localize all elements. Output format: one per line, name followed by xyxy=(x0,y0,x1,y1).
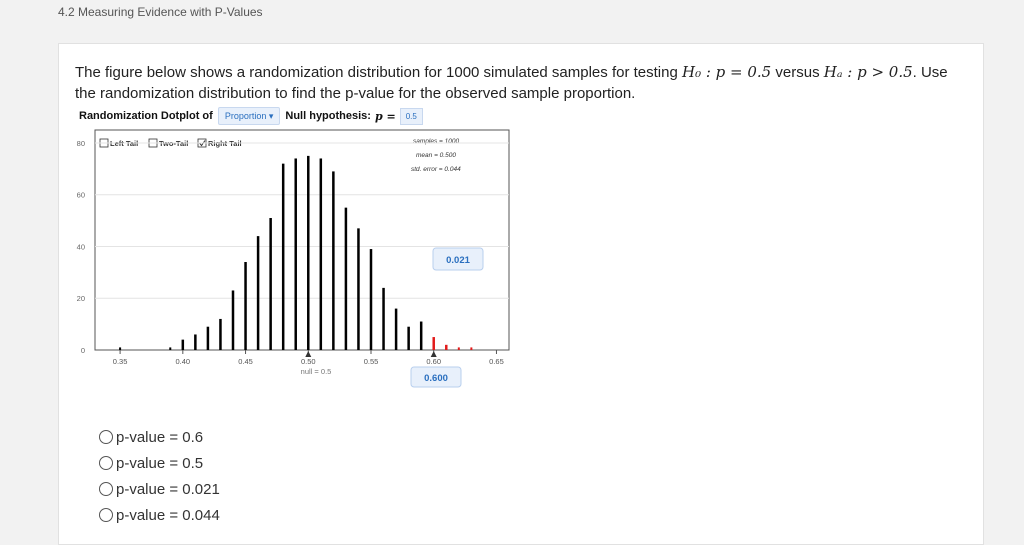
mean-stat: mean = 0.500 xyxy=(416,152,456,159)
x-tick-label: 0.60 xyxy=(426,357,442,366)
question-line2: the randomization distribution to find the p-value for the observed sample proportion. xyxy=(75,85,636,102)
cutoff-value-text: 0.600 xyxy=(424,373,448,384)
cutoff-value-box[interactable] xyxy=(411,367,461,387)
answer-label: p-value = 0.6 xyxy=(116,428,204,446)
null-hypothesis-label: Null hypothesis: xyxy=(285,110,371,122)
two-tail-label: Two-Tail xyxy=(159,139,189,148)
question-line1-pre: The figure below shows a randomization distribution for 1000 simulated samples for testing xyxy=(75,64,678,81)
question-card xyxy=(58,43,984,545)
two-tail-checkbox[interactable] xyxy=(149,139,188,148)
null-value-input[interactable]: 0.5 xyxy=(400,108,423,125)
dot-column xyxy=(169,347,171,350)
chevron-down-icon: ▾ xyxy=(268,111,274,121)
answer-option-3[interactable] xyxy=(99,476,220,502)
dot-column xyxy=(370,249,373,350)
dot-column xyxy=(294,158,297,350)
dot-column xyxy=(345,208,348,350)
dot-column xyxy=(244,262,247,350)
samples-stat: samples = 1000 xyxy=(413,138,460,145)
radio-button[interactable] xyxy=(99,456,113,470)
left-tail-checkbox[interactable] xyxy=(100,139,138,148)
dot-column xyxy=(307,156,310,350)
y-tick-label: 0 xyxy=(80,346,85,355)
std-error-stat: std. error = 0.044 xyxy=(411,166,461,173)
dotplot-chart xyxy=(73,128,513,388)
x-tick-label: 0.40 xyxy=(175,357,191,366)
answer-options xyxy=(99,424,220,528)
dot-column xyxy=(257,236,260,350)
variable-dropdown-label: Proportion xyxy=(224,111,267,121)
answer-option-1[interactable] xyxy=(99,424,220,450)
dot-column xyxy=(420,322,423,350)
y-tick-label: 60 xyxy=(76,190,85,200)
dot-column xyxy=(232,290,235,350)
dot-column xyxy=(182,340,185,350)
answer-label: p-value = 0.5 xyxy=(116,454,204,472)
dot-column xyxy=(357,228,360,350)
variable-dropdown[interactable] xyxy=(218,107,281,125)
dotplot-title: Randomization Dotplot of xyxy=(79,110,213,122)
y-tick-label: 20 xyxy=(76,294,85,304)
y-tick-label: 80 xyxy=(76,138,85,148)
left-tail-label: Left Tail xyxy=(110,139,139,148)
answer-option-4[interactable] xyxy=(99,502,220,528)
right-tail-label: Right Tail xyxy=(208,139,242,148)
null-marker-icon xyxy=(305,351,311,357)
radio-button[interactable] xyxy=(99,430,113,444)
radio-button[interactable] xyxy=(99,482,113,496)
dotplot-container xyxy=(73,128,513,388)
question-line1-post: . Use xyxy=(912,64,948,81)
answer-label: p-value = 0.044 xyxy=(116,506,220,524)
dot-column xyxy=(407,327,410,350)
x-tick-label: 0.55 xyxy=(363,357,379,366)
tail-dot-column xyxy=(445,345,448,350)
right-tail-checkbox[interactable] xyxy=(198,139,242,148)
null-marker-label: null = 0.5 xyxy=(300,367,332,376)
x-tick-label: 0.65 xyxy=(489,357,504,366)
null-hypothesis-math: H₀ : p = 0.5 xyxy=(681,63,772,81)
dot-column xyxy=(207,327,210,350)
dot-column xyxy=(269,218,272,350)
dot-column xyxy=(119,347,121,350)
tail-dot-column xyxy=(458,347,460,350)
dot-column xyxy=(332,171,335,350)
x-tick-label: 0.35 xyxy=(112,357,128,366)
alt-hypothesis-math: Hₐ : p > 0.5 xyxy=(823,63,913,81)
dot-column xyxy=(382,288,385,350)
tail-options xyxy=(100,139,242,148)
answer-option-2[interactable] xyxy=(99,450,220,476)
breadcrumb: 4.2 Measuring Evidence with P-Values xyxy=(58,5,263,19)
dot-column xyxy=(282,164,285,350)
tail-dot-column xyxy=(470,347,472,350)
y-axis-ticks xyxy=(77,139,85,355)
x-tick-label: 0.50 xyxy=(300,357,316,366)
null-p-label: p = xyxy=(374,109,396,123)
cutoff-marker-icon[interactable] xyxy=(431,351,437,357)
tail-proportion-box[interactable] xyxy=(433,248,483,270)
plot-frame xyxy=(95,130,509,350)
dot-column xyxy=(395,309,398,350)
radio-button[interactable] xyxy=(99,508,113,522)
tail-proportion-value: 0.021 xyxy=(446,255,470,266)
question-text xyxy=(75,62,965,104)
y-tick-label: 40 xyxy=(76,242,85,252)
dot-column xyxy=(219,319,222,350)
answer-label: p-value = 0.021 xyxy=(116,480,220,498)
dot-column xyxy=(320,158,323,350)
dotplot-toolbar xyxy=(79,106,423,126)
versus-text: versus xyxy=(775,64,820,81)
x-axis-ticks xyxy=(95,350,509,366)
dot-column xyxy=(194,334,197,350)
tail-dot-column xyxy=(432,337,435,350)
x-tick-label: 0.45 xyxy=(238,357,253,366)
